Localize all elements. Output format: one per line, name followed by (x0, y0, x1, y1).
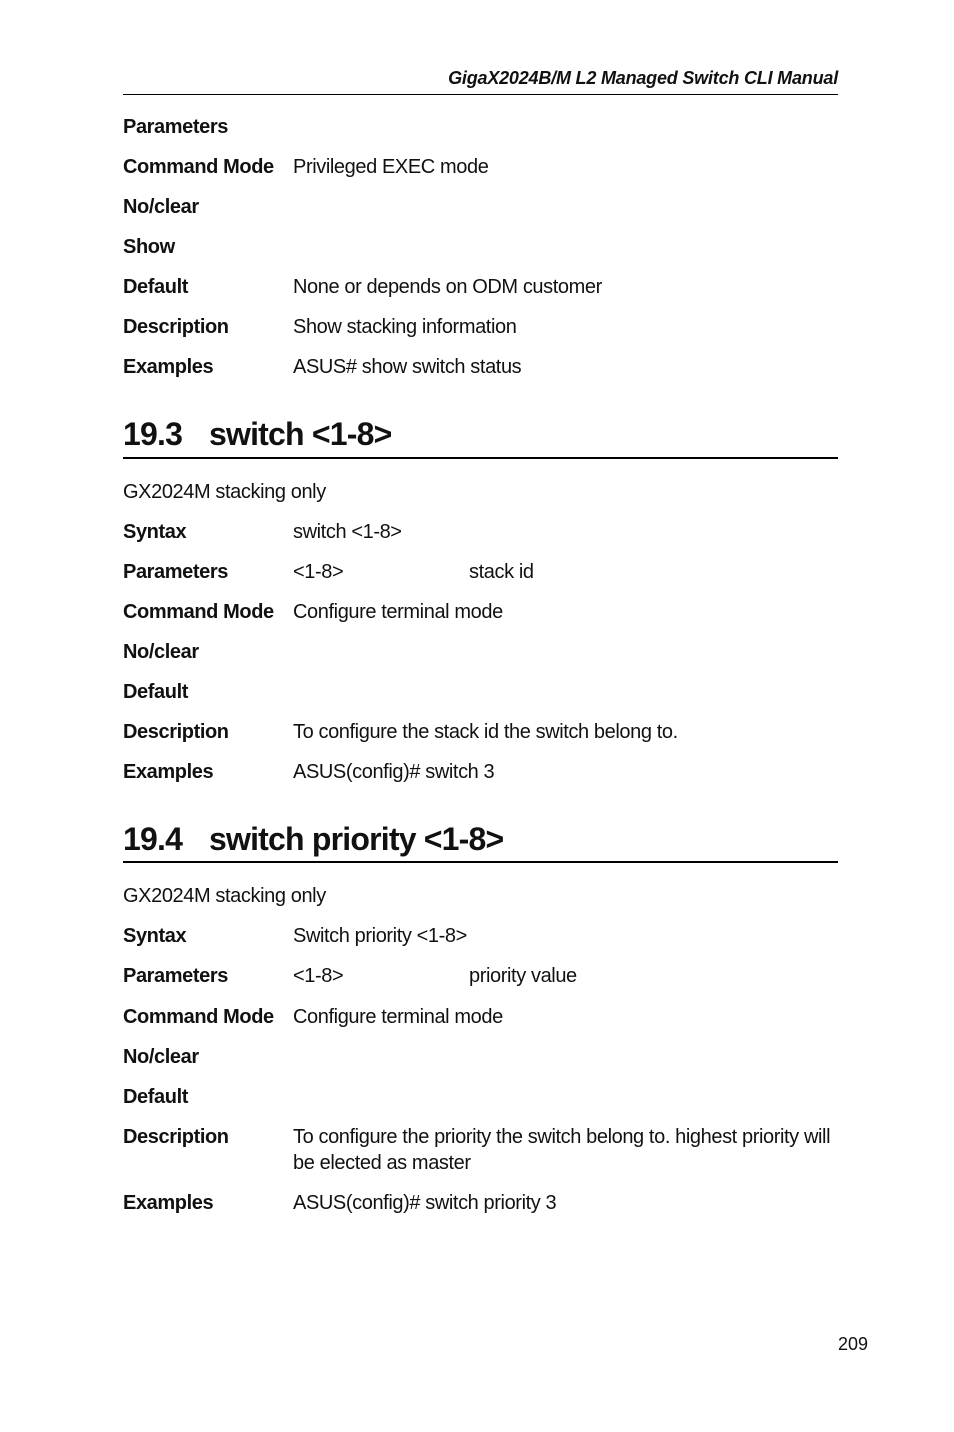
default-value: None or depends on ODM customer (293, 276, 602, 298)
section-rule (123, 457, 838, 459)
section-heading-19-3 (123, 414, 392, 454)
parameters-label: Parameters (123, 965, 228, 987)
command-mode-label: Command Mode (123, 1006, 274, 1028)
examples-value: ASUS(config)# switch 3 (293, 761, 495, 783)
syntax-label: Syntax (123, 521, 187, 543)
description-label: Description (123, 1126, 229, 1148)
section-rule (123, 861, 838, 863)
syntax-value: switch <1-8> (293, 521, 402, 543)
default-label: Default (123, 276, 188, 298)
command-mode-label: Command Mode (123, 601, 274, 623)
command-mode-value: Privileged EXEC mode (293, 156, 489, 178)
examples-value: ASUS(config)# switch priority 3 (293, 1192, 557, 1214)
parameters-label: Parameters (123, 116, 228, 138)
description-value: To configure the priority the switch belong to. highest priority will be elected as master (293, 1126, 831, 1174)
command-mode-value: Configure terminal mode (293, 601, 503, 623)
section-number: 19.4 (123, 821, 183, 857)
noclear-label: No/clear (123, 196, 199, 218)
description-label: Description (123, 721, 229, 743)
command-mode-label: Command Mode (123, 156, 274, 178)
parameters-label: Parameters (123, 561, 228, 583)
page-number: 209 (837, 1334, 868, 1354)
section-title: switch <1-8> (209, 416, 392, 452)
description-label: Description (123, 316, 229, 338)
section-title: switch priority <1-8> (209, 821, 504, 857)
section-heading-19-4 (123, 819, 503, 859)
parameter-name: <1-8> (293, 965, 344, 987)
examples-value: ASUS# show switch status (293, 356, 522, 378)
syntax-value: Switch priority <1-8> (293, 925, 467, 947)
parameter-description: priority value (469, 965, 577, 987)
default-label: Default (123, 1086, 188, 1108)
section-number: 19.3 (123, 416, 183, 452)
section-note: GX2024M stacking only (123, 885, 326, 907)
examples-label: Examples (123, 761, 214, 783)
description-value: Show stacking information (293, 316, 517, 338)
parameter-name: <1-8> (293, 561, 344, 583)
noclear-label: No/clear (123, 641, 199, 663)
default-label: Default (123, 681, 188, 703)
syntax-label: Syntax (123, 925, 187, 947)
show-label: Show (123, 236, 175, 258)
section-note: GX2024M stacking only (123, 481, 326, 503)
examples-label: Examples (123, 356, 214, 378)
command-mode-value: Configure terminal mode (293, 1006, 503, 1028)
examples-label: Examples (123, 1192, 214, 1214)
running-header: GigaX2024B/M L2 Managed Switch CLI Manual (448, 68, 838, 88)
header-rule (123, 94, 838, 95)
noclear-label: No/clear (123, 1046, 199, 1068)
description-value: To configure the stack id the switch belong to. (293, 721, 678, 743)
parameter-description: stack id (469, 561, 534, 583)
